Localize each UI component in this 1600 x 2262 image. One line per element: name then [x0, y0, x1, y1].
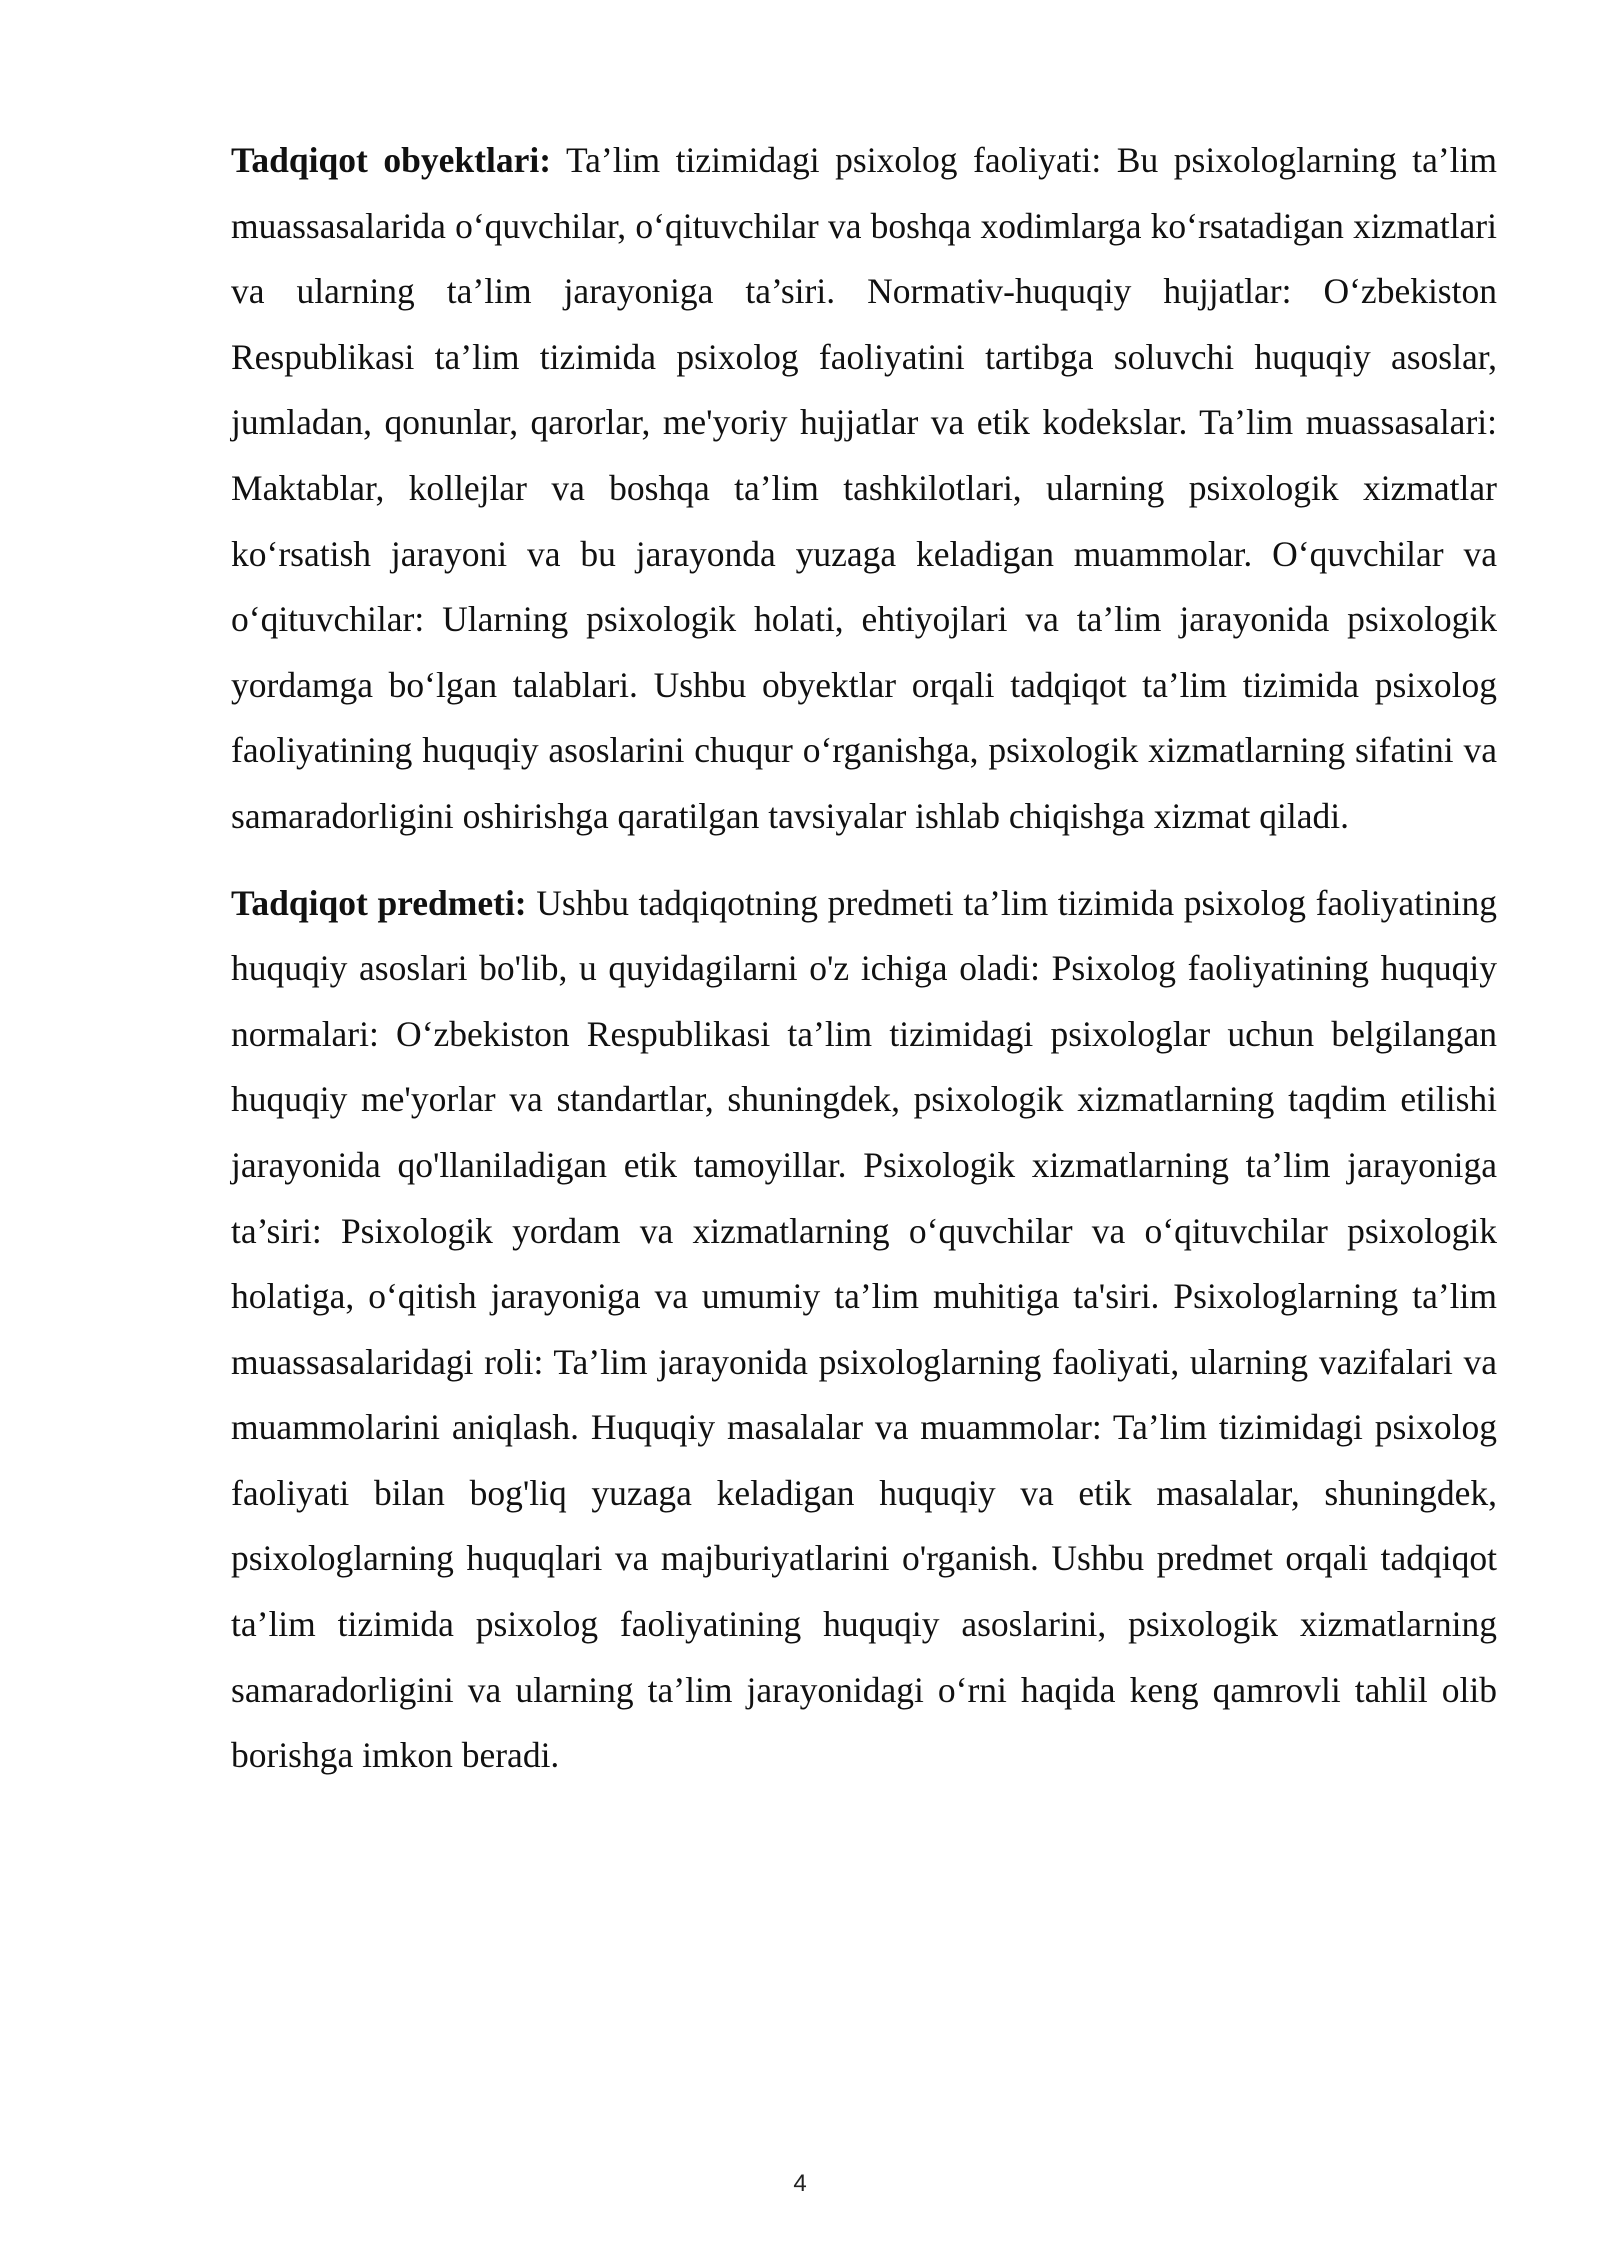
paragraph-research-subject	[231, 871, 1497, 1789]
paragraph-research-objects	[231, 128, 1497, 850]
page-content	[231, 128, 1497, 1789]
page-number: 4	[793, 2170, 807, 2197]
paragraph-heading-subject: Tadqiqot predmeti:	[231, 882, 527, 923]
paragraph-heading-objects: Tadqiqot obyektlari:	[231, 140, 552, 180]
paragraph-body-subject: Ushbu tadqiqotning predmeti ta’lim tizimida psixolog faoliyatining huquqiy asoslari bo'lib, u quyidagilarni o'z ichiga oladi: Psixolog faoliyatining huquqiy normalari: O‘zbekiston Respublikasi ta’lim tizimidagi psixologlar uchun belgilangan huquqiy me'yorlar va standartlar, shuningdek, psixologik xizmatlarning taqdim etilishi jarayonida qo'llaniladigan etik tamoyillar. Psixologik xizmatlarning ta’lim jarayoniga ta’siri: Psixologik yordam va xizmatlarning o‘quvchilar va o‘qituvchilar psixologik holatiga, o‘qitish jarayoniga va umumiy ta’lim muhitiga ta'siri. Psixologlarning ta’lim muassasalaridagi roli: Ta’lim jarayonida psixologlarning faoliyati, ularning vazifalari va muammolarini aniqlash. Huquqiy masalalar va muammolar: Ta’lim tizimidagi psixolog faoliyati bilan bog'liq yuzaga keladigan huquqiy va etik masalalar, shuningdek, psixologlarning huquqlari va majburiyatlarini o'rganish. Ushbu predmet orqali tadqiqot ta’lim tizimida psixolog faoliyatining huquqiy asoslarini, psixologik xizmatlarning samaradorligini va ularning ta’lim jarayonidagi o‘rni haqida keng qamrovli tahlil olib borishga imkon beradi.	[231, 882, 1498, 1776]
paragraph-body-objects: Ta’lim tizimidagi psixolog faoliyati: Bu psixologlarning ta’lim muassasalarida o‘quvchilar, o‘qituvchilar va boshqa xodimlarga ko‘rsatadigan xizmatlari va ularning ta’lim jarayoniga ta’siri. Normativ-huquqiy hujjatlar: O‘zbekiston Respublikasi ta’lim tizimida psixolog faoliyatini tartibga soluvchi huquqiy asoslar, jumladan, qonunlar, qarorlar, me'yoriy hujjatlar va etik kodekslar. Ta’lim muassasalari: Maktablar, kollejlar va boshqa ta’lim tashkilotlari, ularning psixologik xizmatlar ko‘rsatish jarayoni va bu jarayonda yuzaga keladigan muammolar. O‘quvchilar va o‘qituvchilar: Ularning psixologik holati, ehtiyojlari va ta’lim jarayonida psixologik yordamga bo‘lgan talablari. Ushbu obyektlar orqali tadqiqot ta’lim tizimida psixolog faoliyatining huquqiy asoslarini chuqur o‘rganishga, psixologik xizmatlarning sifatini va samaradorligini oshirishga qaratilgan tavsiyalar ishlab chiqishga xizmat qiladi.	[231, 140, 1497, 836]
